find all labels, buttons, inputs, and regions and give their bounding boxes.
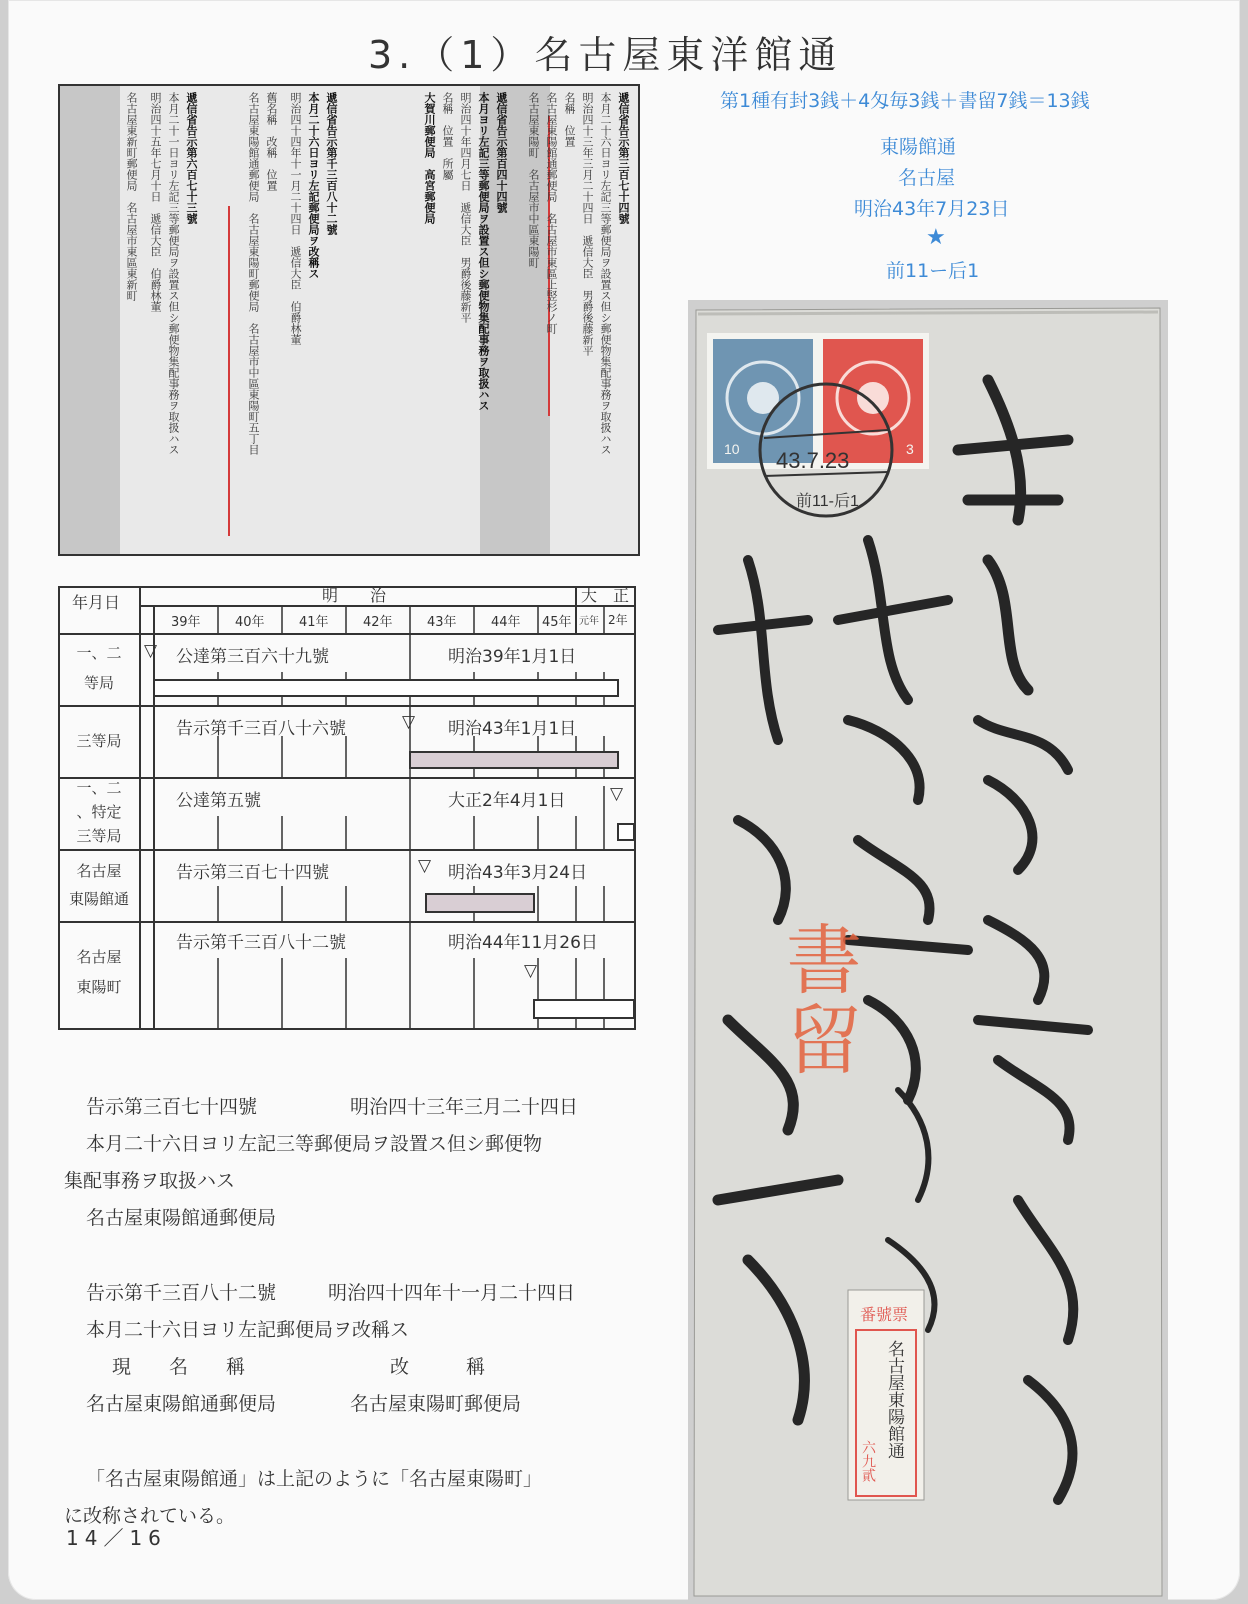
gazette-column: 本月ヨリ左記三等郵便局ヲ設置ス但シ郵便物集配事務ヲ取扱ハス [477, 92, 490, 411]
album-page [8, 0, 1240, 1600]
text-line: 本月二十六日ヨリ左記三等郵便局ヲ設置ス但シ郵便物 [86, 1133, 543, 1155]
info-date: 明治43年7月23日 [854, 198, 1010, 220]
text-line: 集配事務ヲ取扱ハス [64, 1170, 236, 1192]
postmark-date: 43.7.23 [776, 448, 850, 473]
gazette-column: 名古屋東新町郵便局 名古屋市東區東新町 [125, 92, 138, 301]
year-label: 40年 [235, 615, 265, 630]
row-notice: 公達第五號 [176, 791, 261, 811]
row-mark: ▽ [418, 856, 432, 876]
stamp-blue [710, 336, 816, 466]
info-time: 前11ー后1 [886, 260, 980, 282]
year-label: 2年 [608, 613, 628, 627]
row-notice: 告示第千三百八十二號 [176, 933, 346, 953]
gazette-column: 本月二十一日ヨリ左記三等郵便局ヲ設置ス但シ郵便物集配事務ヲ取扱ハス [167, 92, 180, 455]
gazette-column: 明治四十年四月七日 遞信大臣 男爵後藤新平 [459, 92, 472, 323]
year-label: 42年 [363, 615, 393, 630]
row-label: 名古屋 [76, 948, 122, 966]
info-office: 東陽館通 [880, 136, 957, 158]
gazette-column: 名稱 位置 所屬 [441, 92, 454, 180]
label-heading: 番號票 [860, 1305, 909, 1324]
row-label: 名古屋 [76, 862, 122, 880]
year-label: 43年 [427, 615, 457, 630]
text-new-name: 名古屋東陽町郵便局 [350, 1393, 522, 1415]
row-date: 明治44年11月26日 [448, 933, 598, 953]
row-date: 明治43年1月1日 [448, 719, 577, 739]
gazette-column: 舊名稱 改稱 位置 [265, 92, 278, 191]
row-date: 大正2年4月1日 [448, 791, 566, 811]
text-notice-1382: 告示第千三百八十二號 [86, 1282, 277, 1304]
gazette-column: 明治四十五年七月十日 遞信大臣 伯爵林董 [149, 92, 162, 312]
gazette-column: 明治四十三年三月二十四日 遞信大臣 男爵後藤新平 [581, 92, 594, 356]
page-number: 14／16 [66, 1526, 167, 1550]
era-taisho: 大 正 [581, 586, 630, 605]
row-label: 一、二 [76, 644, 122, 662]
gazette-column: 明治四十四年十一月二十四日 遞信大臣 伯爵林董 [289, 92, 302, 345]
registered-mark: 書留 [773, 920, 863, 1080]
row-label: 等局 [83, 674, 114, 692]
row-mark: ▽ [524, 961, 538, 981]
period-bar-5 [534, 1000, 634, 1018]
timeline-table [58, 586, 636, 1048]
era-meiji: 明 治 [322, 586, 387, 605]
stamp-red-value: 3 [906, 441, 914, 457]
postmark-time: 前11-后1 [796, 493, 859, 510]
row-notice: 公達第三百六十九號 [176, 647, 329, 667]
registration-label [848, 1290, 924, 1500]
gazette-column: 名古屋東陽町 名古屋市中區東陽町 [527, 92, 540, 268]
text-col-header: 改 稱 [390, 1356, 486, 1378]
row-label: 三等局 [76, 732, 122, 750]
gazette-column: 名古屋東陽館通郵便局 名古屋東陽町郵便局 名古屋市中區東陽町五丁目 [247, 92, 260, 455]
text-line: 名古屋東陽館通郵便局 [86, 1207, 277, 1229]
gazette-column: 本月二十六日ヨリ左記郵便局ヲ改稱ス [307, 92, 320, 279]
label-office: 名古屋東陽館通 [884, 1340, 904, 1459]
row-mark: ▽ [144, 641, 158, 661]
stamp-blue-value: 10 [724, 441, 740, 457]
text-date-2: 明治四十四年十一月二十四日 [328, 1282, 576, 1304]
text-date-1: 明治四十三年三月二十四日 [350, 1096, 579, 1118]
year-label: 44年 [491, 615, 521, 630]
row-notice: 告示第千三百八十六號 [176, 719, 346, 739]
text-note: 「名古屋東陽館通」は上記のように「名古屋東陽町」 [86, 1468, 543, 1490]
row-label: 東陽町 [76, 978, 122, 996]
year-label: 元年 [579, 616, 599, 627]
year-label: 45年 [542, 615, 572, 630]
envelope-artwork [688, 300, 1168, 1600]
gazette-column: 大賀川郵便局 高宮郵便局 [423, 92, 436, 224]
period-bar-3 [618, 824, 634, 840]
row-label: 一、二 [76, 779, 122, 797]
gazette-column: 名稱 位置 [563, 92, 576, 147]
stamp-red [820, 336, 926, 466]
row-label: 三等局 [76, 827, 122, 845]
registered-cover [688, 300, 1168, 1600]
gazette-column: 本月二十六日ヨリ左記三等郵便局ヲ設置ス但シ郵便物集配事務ヲ取扱ハス [599, 92, 612, 455]
text-notice-374: 告示第三百七十四號 [86, 1096, 258, 1118]
text-col-header: 現 名 稱 [112, 1356, 246, 1378]
period-bar-4 [426, 894, 534, 912]
row-mark: ▽ [610, 784, 624, 804]
label-number: 六九貳 [860, 1440, 876, 1482]
star-icon: ★ [926, 225, 946, 250]
gazette-column: 名古屋東陽館通郵便局 名古屋市東區上竪杉ノ町 [545, 92, 558, 334]
row-date: 明治39年1月1日 [448, 647, 577, 667]
period-bar-2 [410, 752, 618, 768]
gazette-column: 遞信省告示第百四十四號 [495, 92, 508, 213]
gazette-scan [58, 84, 640, 556]
gazette-column: 遞信省告示第千三百八十二號 [325, 92, 338, 235]
header-date: 年月日 [72, 593, 121, 612]
year-label: 41年 [299, 615, 329, 630]
row-notice: 告示第三百七十四號 [176, 863, 329, 883]
page-title: 3.（1）名古屋東洋館通 [368, 33, 843, 77]
period-bar-1 [154, 680, 618, 696]
row-label: 、特定 [76, 803, 122, 821]
row-mark: ▽ [402, 712, 416, 732]
postage-rate-line: 第1種有封3銭＋4匁毎3銭＋書留7銭＝13銭 [720, 90, 1090, 112]
info-city: 名古屋 [898, 167, 956, 189]
year-label: 39年 [171, 615, 201, 630]
text-old-name: 名古屋東陽館通郵便局 [86, 1393, 277, 1415]
text-note: に改称されている。 [64, 1505, 236, 1527]
row-label: 東陽館通 [68, 890, 129, 908]
text-line: 本月二十六日ヨリ左記郵便局ヲ改稱ス [86, 1319, 410, 1341]
gazette-column: 遞信省告示第六百七十三號 [185, 92, 198, 224]
gazette-column: 遞信省告示第三百七十四號 [617, 92, 630, 224]
row-date: 明治43年3月24日 [448, 863, 588, 883]
